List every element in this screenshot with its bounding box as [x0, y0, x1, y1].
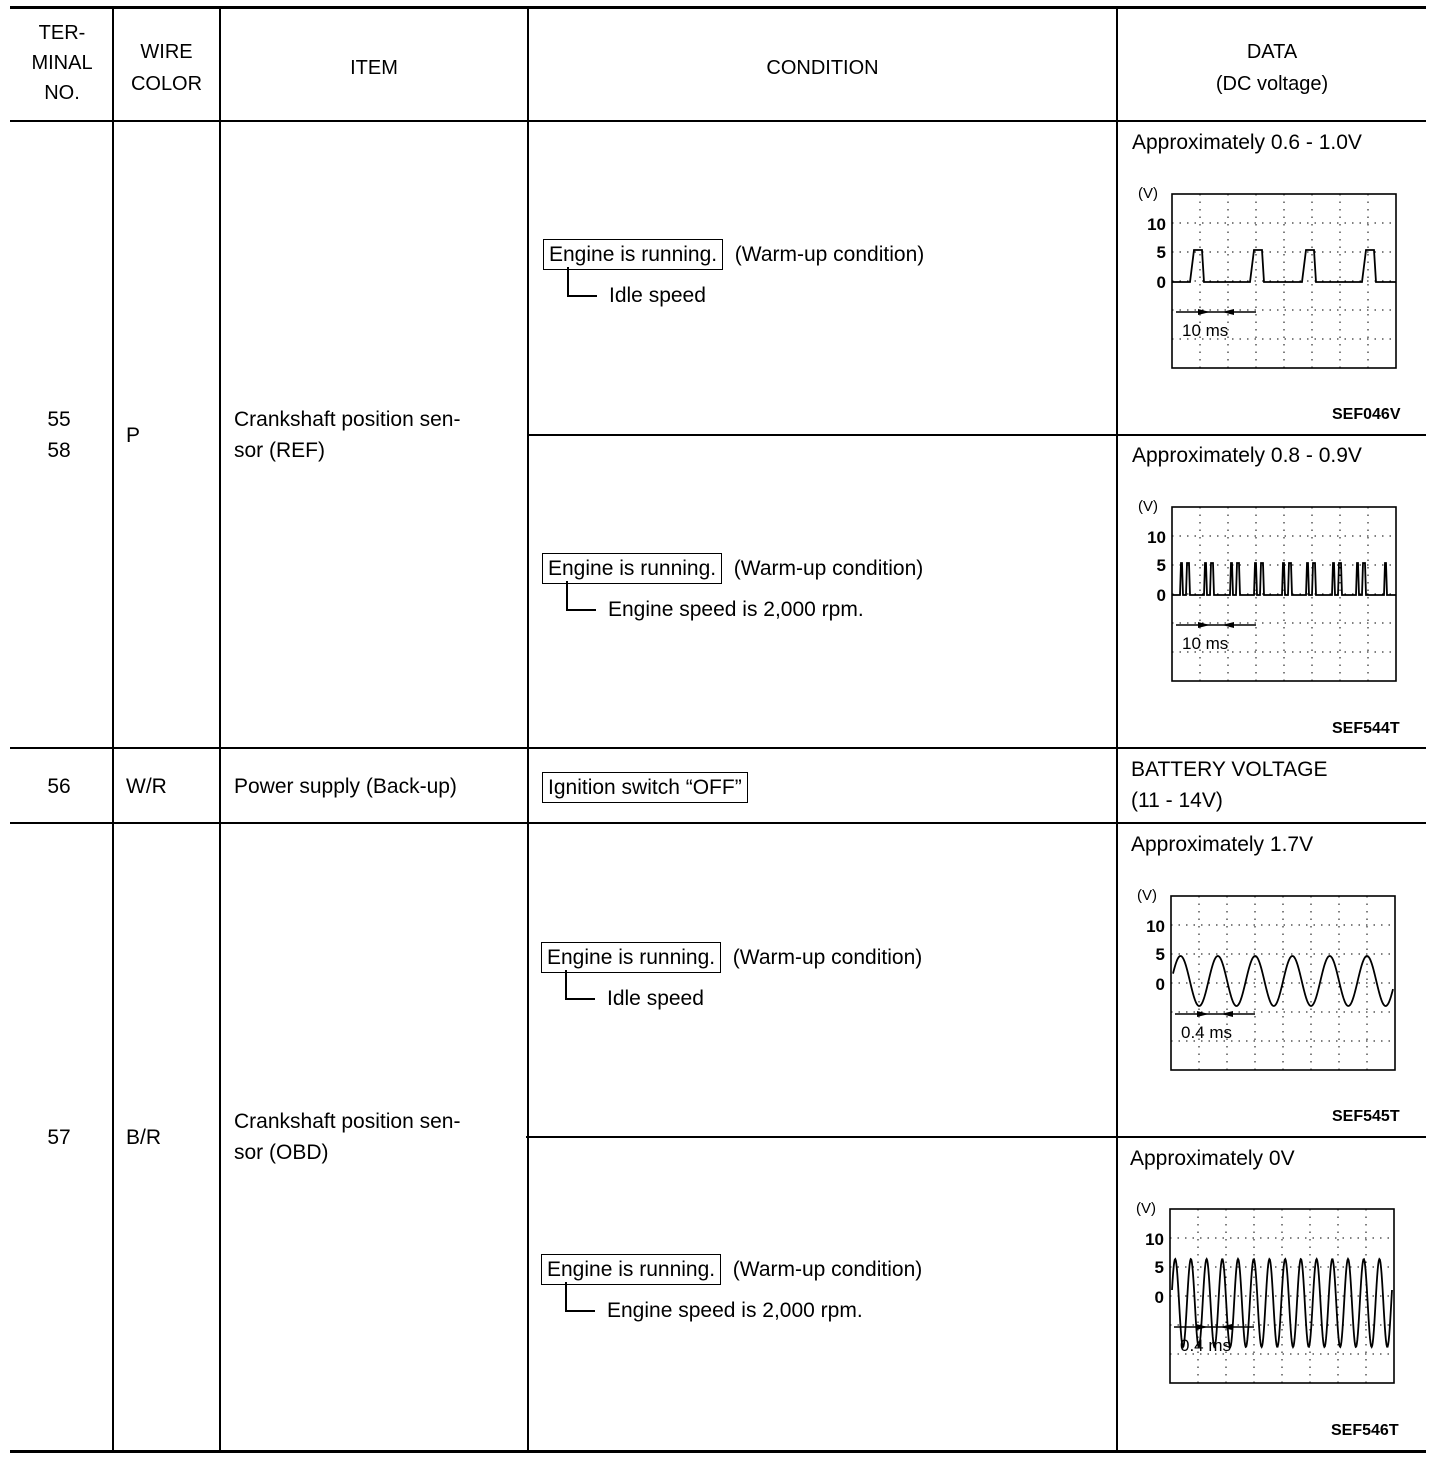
header-wire-color: [114, 36, 219, 100]
battery-voltage-line-1: BATTERY VOLTAGE: [1131, 758, 1328, 781]
condition-2000-ref: [542, 553, 923, 625]
time-span-label: 10 ms: [1182, 321, 1229, 340]
condition-rest: (Warm-up condition): [732, 946, 923, 969]
condition-sub: Engine speed is 2,000 rpm.: [608, 598, 864, 621]
condition-boxed: Engine is running.: [541, 942, 721, 973]
tree-elbow-icon: [565, 970, 595, 1000]
y-tick-label: 5: [1156, 243, 1166, 262]
terminal-56: 56: [47, 775, 71, 798]
waveform-obd-idle: [1129, 882, 1399, 1074]
item-crankshaft-ref: [234, 404, 524, 466]
row-rule-56: [10, 822, 1426, 824]
condition-boxed: Engine is running.: [541, 1254, 721, 1285]
y-tick-label: 5: [1154, 1258, 1164, 1277]
data-text-ref-2000: Approximately 0.8 - 0.9V: [1132, 444, 1362, 467]
condition-boxed: Engine is running.: [543, 239, 723, 270]
col-rule-2: [219, 8, 221, 1452]
y-axis-unit: (V): [1138, 185, 1158, 202]
ref-code-sef046v: SEF046V: [1332, 406, 1401, 423]
row-rule-55-58: [10, 747, 1426, 749]
condition-sub: Idle speed: [607, 987, 704, 1010]
item-line-1: Crankshaft position sen-: [234, 408, 461, 431]
time-span-label: 0.4 ms: [1181, 1023, 1233, 1042]
header-data-line-2: (DC voltage): [1215, 73, 1329, 95]
condition-sub: Engine speed is 2,000 rpm.: [607, 1299, 863, 1322]
item-line-2: sor (OBD): [234, 1141, 329, 1164]
data-text-battery: [1131, 754, 1327, 816]
condition-rest: (Warm-up condition): [734, 243, 925, 266]
waveform-obd-2000: [1128, 1195, 1398, 1387]
table-bottom-rule: [10, 1450, 1426, 1453]
terminal-55-58: [12, 404, 106, 466]
header-bottom-rule: [10, 120, 1426, 122]
signal-trace: [1172, 563, 1396, 595]
condition-idle-obd: [541, 942, 922, 1014]
condition-boxed: Ignition switch “OFF”: [542, 772, 748, 803]
header-terminal-line-1: TER-: [38, 22, 86, 44]
header-terminal: [12, 18, 112, 108]
y-tick-label: 10: [1145, 1230, 1164, 1249]
arrow-right-icon: [1198, 622, 1210, 628]
header-data-line-1: DATA: [1246, 41, 1298, 63]
terminal-58: 58: [47, 439, 71, 462]
y-tick-label: 10: [1147, 528, 1166, 547]
battery-voltage-line-2: (11 - 14V): [1131, 789, 1223, 812]
condition-boxed: Engine is running.: [542, 553, 722, 584]
y-tick-label: 10: [1146, 917, 1165, 936]
condition-idle-ref: [543, 239, 924, 311]
header-condition: CONDITION: [766, 57, 879, 79]
signal-trace: [1172, 1259, 1392, 1347]
condition-ignition-off: [542, 772, 748, 804]
header-wire-line-2: COLOR: [130, 73, 203, 95]
col-rule-1: [112, 8, 114, 1452]
col-rule-4: [1116, 8, 1118, 1452]
y-axis-unit: (V): [1137, 887, 1157, 904]
waveform-ref-idle: [1130, 180, 1400, 372]
y-tick-label: 5: [1156, 556, 1166, 575]
wire-color-wr: W/R: [126, 775, 167, 798]
arrow-right-icon: [1197, 1011, 1209, 1017]
table-top-rule: [10, 6, 1426, 9]
terminal-57: 57: [47, 1126, 71, 1149]
sub-row-rule-1: [528, 434, 1426, 436]
y-tick-label: 0: [1155, 975, 1165, 994]
header-data: [1118, 36, 1426, 100]
y-tick-label: 0: [1156, 586, 1166, 605]
terminal-55: 55: [47, 408, 71, 431]
tree-elbow-icon: [566, 581, 596, 611]
wire-color-br: B/R: [126, 1126, 162, 1149]
y-tick-label: 10: [1147, 215, 1166, 234]
waveform-ref-2000: [1130, 493, 1400, 685]
time-span-label: 10 ms: [1182, 634, 1229, 653]
y-tick-label: 5: [1155, 945, 1165, 964]
sub-row-rule-2: [526, 1136, 1426, 1138]
condition-2000-obd: [541, 1254, 922, 1326]
data-text-obd-2000: Approximately 0V: [1130, 1147, 1295, 1170]
data-text-obd-idle: Approximately 1.7V: [1131, 833, 1314, 856]
ref-code-sef545t: SEF545T: [1332, 1108, 1400, 1125]
item-line-2: sor (REF): [234, 439, 325, 462]
item-crankshaft-obd: [234, 1106, 524, 1168]
y-tick-label: 0: [1156, 273, 1166, 292]
y-axis-unit: (V): [1136, 1200, 1156, 1217]
header-item: ITEM: [350, 57, 398, 79]
header-wire-line-1: WIRE: [140, 41, 193, 63]
condition-rest: (Warm-up condition): [733, 557, 924, 580]
header-terminal-line-3: NO.: [44, 82, 80, 104]
item-power-supply: Power supply (Back-up): [234, 775, 457, 798]
tree-elbow-icon: [567, 267, 597, 297]
ref-code-sef544t: SEF544T: [1332, 720, 1400, 737]
wire-color-p: P: [126, 424, 141, 447]
condition-sub: Idle speed: [609, 284, 706, 307]
col-rule-3: [527, 8, 529, 1452]
arrow-right-icon: [1198, 309, 1210, 315]
y-tick-label: 0: [1154, 1288, 1164, 1307]
time-span-label: 0.4 ms: [1180, 1336, 1232, 1355]
tree-elbow-icon: [565, 1282, 595, 1312]
y-axis-unit: (V): [1138, 498, 1158, 515]
condition-rest: (Warm-up condition): [732, 1258, 923, 1281]
header-terminal-line-2: MINAL: [31, 52, 93, 74]
data-text-ref-idle: Approximately 0.6 - 1.0V: [1132, 131, 1362, 154]
ref-code-sef546t: SEF546T: [1331, 1422, 1399, 1439]
item-line-1: Crankshaft position sen-: [234, 1110, 461, 1133]
